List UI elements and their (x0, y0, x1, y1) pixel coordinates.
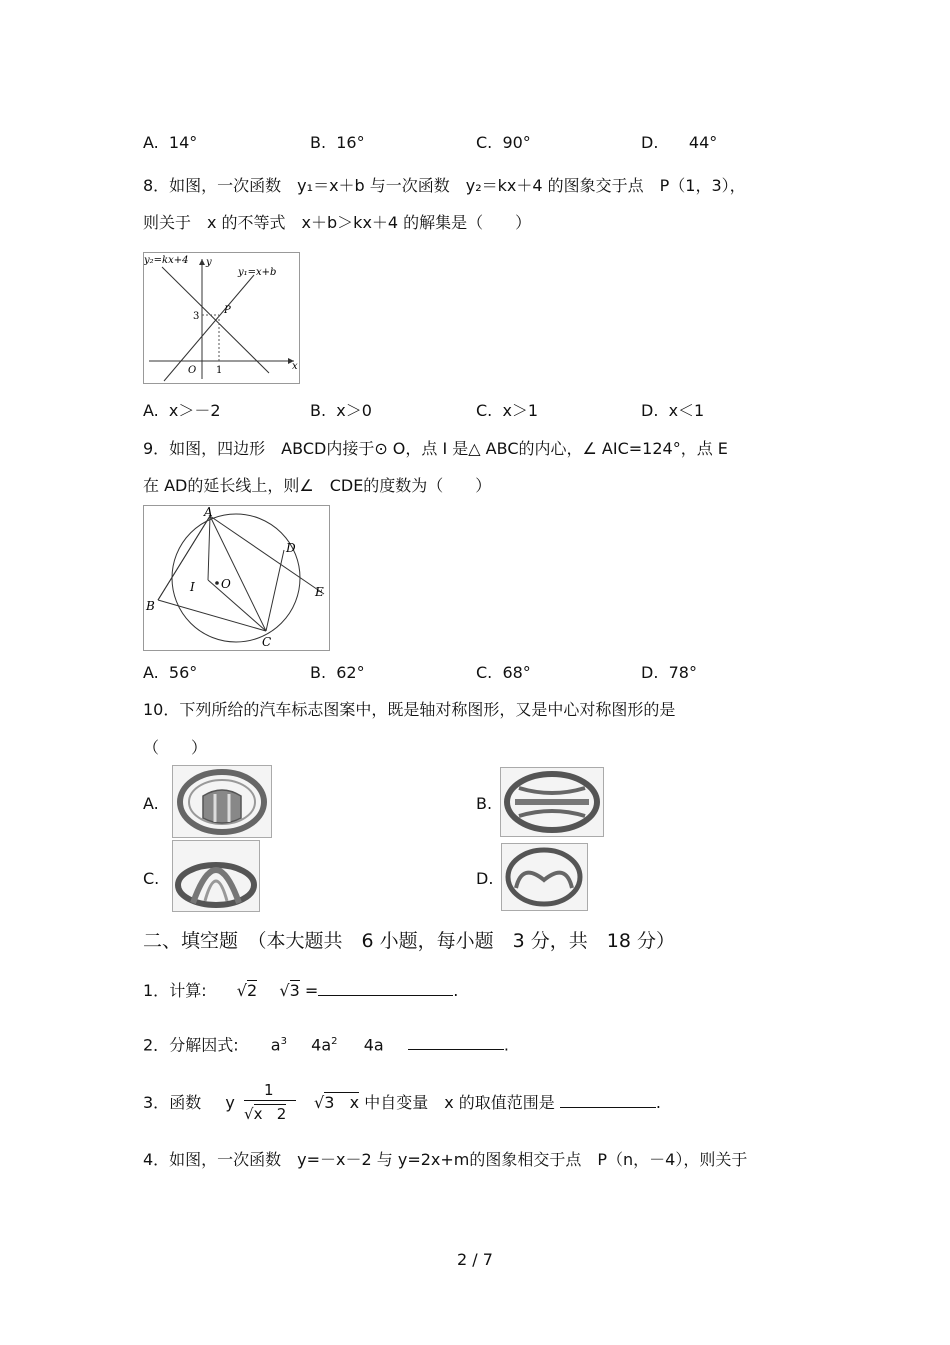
car-logo-a (172, 765, 272, 838)
car-logo-b (500, 767, 604, 837)
q9-stem-line2: 在 AD的延长线上，则∠ CDE的度数为（ ） (143, 476, 492, 495)
label-y2: y₂=kx+4 (144, 255, 189, 266)
label-i: I (190, 580, 195, 594)
fill-q1: 1．计算: √2 √3 = . (143, 981, 459, 1000)
label-e: E (315, 585, 324, 599)
label-3: 3 (193, 311, 200, 322)
fill-q1-num: 1． (143, 981, 170, 1000)
q8-stem-line2: 则关于 x 的不等式 x＋b＞kx＋4 的解集是（ ） (143, 213, 532, 232)
fraction-denominator: √x 2 (244, 1105, 287, 1123)
label-o: O (188, 365, 197, 376)
q7-option-d: D. 44° (641, 133, 718, 152)
q9-option-a: A. 56° (143, 663, 198, 682)
label-c: C (262, 635, 272, 649)
fill-q1-text: 计算: (169, 981, 207, 1000)
q8-graph-figure (143, 252, 300, 384)
line-y1 (164, 275, 254, 381)
car-logo-d (501, 843, 588, 911)
center-dot (215, 581, 219, 585)
fill-q4-line1: 4．如图，一次函数 y=－x－2 与 y=2x+m的图象相交于点 P（n，－4），则关于 (143, 1150, 748, 1169)
label-x: x (292, 361, 298, 372)
q8-option-c: C. x＞1 (476, 401, 539, 420)
fraction-bar (244, 1100, 296, 1101)
sqrt-2: √2 (236, 981, 258, 1000)
q7-option-b: B. 16° (310, 133, 365, 152)
q10-label-d: D. (476, 869, 494, 888)
q7-option-a: A. 14° (143, 133, 198, 152)
q10-stem-line1: 10．下列所给的汽车标志图案中，既是轴对称图形，又是中心对称图形的是 (143, 700, 676, 719)
q9-circle-figure (143, 505, 330, 651)
q9-stem-line1: 9．如图，四边形 ABCD内接于⊙ O，点 I 是△ ABC的内心，∠ AIC=124°，点 E (143, 439, 728, 458)
y-axis-arrow (199, 259, 205, 265)
q8-option-b: B. x＞0 (310, 401, 372, 420)
line-y2 (162, 267, 269, 373)
page-number: 2 / 7 (457, 1250, 493, 1269)
q10-label-b: B. (476, 794, 493, 813)
answer-blank-2[interactable] (408, 1035, 504, 1050)
segment-ac (210, 516, 266, 631)
section-heading: 二、填空题 （本大题共 6 小题，每小题 3 分，共 18 分） (143, 930, 675, 952)
fill-q2: 2．分解因式: $a^3$ $4a^2$ 4a . (143, 1035, 509, 1055)
q9-option-c: C. 68° (476, 663, 531, 682)
label-y1: y₁=x+b (238, 267, 277, 278)
label-y: y (206, 257, 212, 268)
answer-blank-3[interactable] (560, 1093, 656, 1108)
label-d: D (286, 541, 296, 555)
q8-stem-line1: 8．如图，一次函数 y₁＝x＋b 与一次函数 y₂＝kx＋4 的图象交于点 P（1，3）， (143, 176, 746, 195)
q9-option-d: D. 78° (641, 663, 697, 682)
q10-stem-line2: （ ） (143, 738, 208, 757)
label-o: O (221, 577, 231, 591)
segment-cd (266, 550, 284, 631)
segment-bc (158, 600, 266, 631)
label-a: A (204, 506, 213, 519)
q8-option-a: A. x＞－2 (143, 401, 221, 420)
q10-label-c: C. (143, 869, 160, 888)
fraction-numerator: 1 (264, 1081, 274, 1099)
q7-option-c: C. 90° (476, 133, 531, 152)
fill-q3: 3．函数 y (143, 1093, 235, 1112)
answer-blank-1[interactable] (318, 981, 453, 996)
segment-ai (208, 516, 210, 580)
label-b: B (146, 599, 155, 613)
fill-q3-tail: √3 x 中自变量 x 的取值范围是 . (314, 1093, 661, 1112)
sqrt-3: √3 (279, 981, 300, 1000)
label-1: 1 (216, 365, 223, 376)
q9-option-b: B. 62° (310, 663, 365, 682)
label-p: P (224, 305, 231, 316)
car-logo-c (172, 840, 260, 912)
q8-option-d: D. x＜1 (641, 401, 705, 420)
segment-ic (208, 580, 266, 631)
q10-label-a: A. (143, 794, 159, 813)
